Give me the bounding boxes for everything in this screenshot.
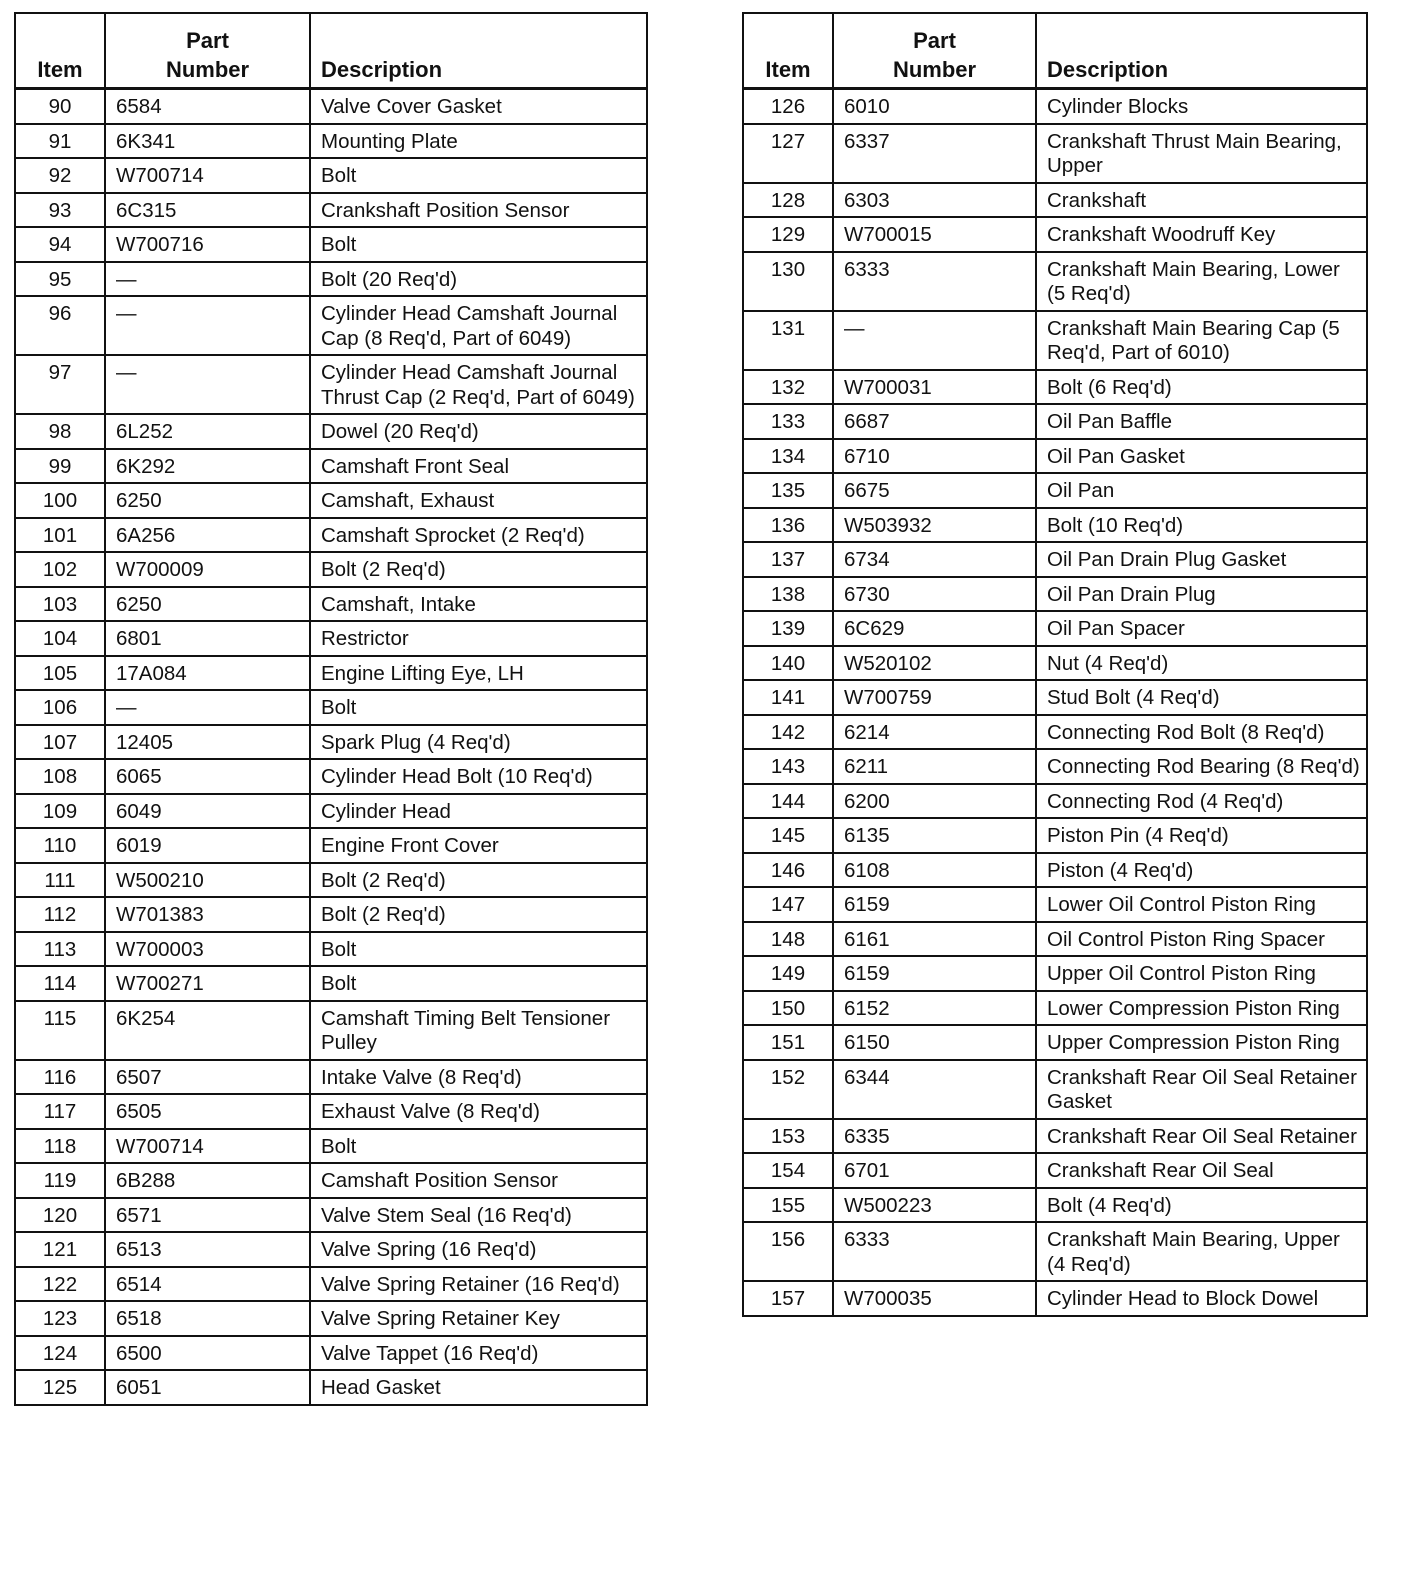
description-cell: Valve Spring Retainer (16 Req'd) xyxy=(310,1267,647,1302)
part-number-cell: — xyxy=(105,262,310,297)
description-cell: Bolt xyxy=(310,966,647,1001)
table-row xyxy=(15,124,647,159)
description-cell: Bolt (2 Req'd) xyxy=(310,863,647,898)
table-row xyxy=(743,252,1367,311)
description-cell: Bolt (10 Req'd) xyxy=(1036,508,1367,543)
description-cell: Intake Valve (8 Req'd) xyxy=(310,1060,647,1095)
item-cell: 96 xyxy=(15,296,105,355)
table-row xyxy=(743,818,1367,853)
item-cell: 98 xyxy=(15,414,105,449)
description-cell: Bolt xyxy=(310,227,647,262)
header-description: Description xyxy=(310,13,647,89)
table-row xyxy=(743,1188,1367,1223)
header-row xyxy=(743,13,1367,89)
table-row xyxy=(15,1370,647,1405)
table-row xyxy=(15,193,647,228)
item-cell: 90 xyxy=(15,89,105,124)
table-row xyxy=(15,656,647,691)
part-number-cell: 6801 xyxy=(105,621,310,656)
description-cell: Camshaft Front Seal xyxy=(310,449,647,484)
part-number-cell: 6161 xyxy=(833,922,1036,957)
part-number-cell: 6584 xyxy=(105,89,310,124)
description-cell: Piston (4 Req'd) xyxy=(1036,853,1367,888)
description-cell: Mounting Plate xyxy=(310,124,647,159)
table-row xyxy=(15,158,647,193)
description-cell: Camshaft Timing Belt Tensioner Pulley xyxy=(310,1001,647,1060)
part-number-cell: 6010 xyxy=(833,89,1036,124)
part-number-cell: 6K254 xyxy=(105,1001,310,1060)
description-cell: Piston Pin (4 Req'd) xyxy=(1036,818,1367,853)
part-number-cell: 6250 xyxy=(105,483,310,518)
part-number-cell: 6159 xyxy=(833,887,1036,922)
part-number-cell: W701383 xyxy=(105,897,310,932)
table-row xyxy=(15,1129,647,1164)
table-row xyxy=(743,1025,1367,1060)
description-cell: Connecting Rod (4 Req'd) xyxy=(1036,784,1367,819)
description-cell: Valve Cover Gasket xyxy=(310,89,647,124)
description-cell: Crankshaft xyxy=(1036,183,1367,218)
item-cell: 99 xyxy=(15,449,105,484)
header-part-line1: Part xyxy=(913,28,956,53)
table-row xyxy=(15,690,647,725)
part-number-cell: 6250 xyxy=(105,587,310,622)
part-number-cell: 6C629 xyxy=(833,611,1036,646)
item-cell: 122 xyxy=(15,1267,105,1302)
description-cell: Engine Front Cover xyxy=(310,828,647,863)
description-cell: Head Gasket xyxy=(310,1370,647,1405)
part-number-cell: W700003 xyxy=(105,932,310,967)
description-cell: Camshaft Position Sensor xyxy=(310,1163,647,1198)
part-number-cell: 6135 xyxy=(833,818,1036,853)
part-number-cell: W503932 xyxy=(833,508,1036,543)
table-row xyxy=(743,887,1367,922)
item-cell: 145 xyxy=(743,818,833,853)
table-row xyxy=(15,966,647,1001)
table-row xyxy=(15,1267,647,1302)
part-number-cell: 6152 xyxy=(833,991,1036,1026)
table-row xyxy=(743,749,1367,784)
item-cell: 113 xyxy=(15,932,105,967)
table-row xyxy=(15,449,647,484)
table-row xyxy=(15,1060,647,1095)
part-number-cell: 6C315 xyxy=(105,193,310,228)
table-row xyxy=(743,1281,1367,1316)
table-row xyxy=(743,1222,1367,1281)
item-cell: 112 xyxy=(15,897,105,932)
description-cell: Oil Pan Spacer xyxy=(1036,611,1367,646)
description-cell: Connecting Rod Bearing (8 Req'd) xyxy=(1036,749,1367,784)
description-cell: Bolt (20 Req'd) xyxy=(310,262,647,297)
item-cell: 103 xyxy=(15,587,105,622)
description-cell: Bolt (2 Req'd) xyxy=(310,552,647,587)
description-cell: Dowel (20 Req'd) xyxy=(310,414,647,449)
part-number-cell: 6333 xyxy=(833,1222,1036,1281)
part-number-cell: W700009 xyxy=(105,552,310,587)
table-row xyxy=(743,611,1367,646)
table-row xyxy=(15,587,647,622)
item-cell: 135 xyxy=(743,473,833,508)
item-cell: 139 xyxy=(743,611,833,646)
item-cell: 94 xyxy=(15,227,105,262)
header-item: Item xyxy=(15,13,105,89)
item-cell: 150 xyxy=(743,991,833,1026)
item-cell: 93 xyxy=(15,193,105,228)
description-cell: Bolt (6 Req'd) xyxy=(1036,370,1367,405)
description-cell: Oil Pan Baffle xyxy=(1036,404,1367,439)
part-number-cell: 6518 xyxy=(105,1301,310,1336)
table-row xyxy=(15,1301,647,1336)
description-cell: Valve Spring (16 Req'd) xyxy=(310,1232,647,1267)
table-row xyxy=(15,932,647,967)
table-row xyxy=(743,89,1367,124)
item-cell: 109 xyxy=(15,794,105,829)
table-row xyxy=(15,759,647,794)
part-number-cell: — xyxy=(833,311,1036,370)
part-number-cell: 6108 xyxy=(833,853,1036,888)
table-row xyxy=(743,1153,1367,1188)
table-row xyxy=(743,956,1367,991)
description-cell: Crankshaft Thrust Main Bearing, Upper xyxy=(1036,124,1367,183)
item-cell: 117 xyxy=(15,1094,105,1129)
part-number-cell: W700035 xyxy=(833,1281,1036,1316)
part-number-cell: W700759 xyxy=(833,680,1036,715)
part-number-cell: W700271 xyxy=(105,966,310,1001)
description-cell: Valve Tappet (16 Req'd) xyxy=(310,1336,647,1371)
part-number-cell: W700714 xyxy=(105,158,310,193)
item-cell: 142 xyxy=(743,715,833,750)
item-cell: 134 xyxy=(743,439,833,474)
part-number-cell: 6734 xyxy=(833,542,1036,577)
table-row xyxy=(15,1336,647,1371)
part-number-cell: 6505 xyxy=(105,1094,310,1129)
description-cell: Spark Plug (4 Req'd) xyxy=(310,725,647,760)
description-cell: Valve Spring Retainer Key xyxy=(310,1301,647,1336)
table-row xyxy=(743,508,1367,543)
part-number-cell: W500223 xyxy=(833,1188,1036,1223)
table-row xyxy=(15,1001,647,1060)
part-number-cell: 6159 xyxy=(833,956,1036,991)
table-row xyxy=(15,483,647,518)
table-body-left xyxy=(15,89,647,1405)
description-cell: Stud Bolt (4 Req'd) xyxy=(1036,680,1367,715)
item-cell: 146 xyxy=(743,853,833,888)
part-number-cell: 6A256 xyxy=(105,518,310,553)
item-cell: 108 xyxy=(15,759,105,794)
part-number-cell: 17A084 xyxy=(105,656,310,691)
item-cell: 157 xyxy=(743,1281,833,1316)
item-cell: 154 xyxy=(743,1153,833,1188)
description-cell: Crankshaft Rear Oil Seal Retainer xyxy=(1036,1119,1367,1154)
table-row xyxy=(743,715,1367,750)
description-cell: Cylinder Head to Block Dowel xyxy=(1036,1281,1367,1316)
description-cell: Crankshaft Main Bearing Cap (5 Req'd, Part of 6010) xyxy=(1036,311,1367,370)
table-row xyxy=(743,404,1367,439)
table-row xyxy=(15,794,647,829)
item-cell: 155 xyxy=(743,1188,833,1223)
header-part-number xyxy=(833,13,1036,89)
table-row xyxy=(743,991,1367,1026)
item-cell: 138 xyxy=(743,577,833,612)
description-cell: Crankshaft Rear Oil Seal xyxy=(1036,1153,1367,1188)
item-cell: 95 xyxy=(15,262,105,297)
item-cell: 152 xyxy=(743,1060,833,1119)
item-cell: 125 xyxy=(15,1370,105,1405)
part-number-cell: 6049 xyxy=(105,794,310,829)
description-cell: Restrictor xyxy=(310,621,647,656)
item-cell: 128 xyxy=(743,183,833,218)
description-cell: Bolt xyxy=(310,690,647,725)
part-number-cell: W700714 xyxy=(105,1129,310,1164)
part-number-cell: 6K292 xyxy=(105,449,310,484)
parts-table-right xyxy=(742,12,1368,1317)
item-cell: 129 xyxy=(743,217,833,252)
description-cell: Bolt xyxy=(310,1129,647,1164)
table-row xyxy=(743,542,1367,577)
part-number-cell: 6513 xyxy=(105,1232,310,1267)
table-row xyxy=(15,227,647,262)
item-cell: 132 xyxy=(743,370,833,405)
description-cell: Exhaust Valve (8 Req'd) xyxy=(310,1094,647,1129)
description-cell: Upper Oil Control Piston Ring xyxy=(1036,956,1367,991)
description-cell: Oil Pan Drain Plug Gasket xyxy=(1036,542,1367,577)
item-cell: 91 xyxy=(15,124,105,159)
header-part-line2: Number xyxy=(892,57,977,82)
item-cell: 136 xyxy=(743,508,833,543)
part-number-cell: W700015 xyxy=(833,217,1036,252)
table-row xyxy=(743,183,1367,218)
table-row xyxy=(15,355,647,414)
item-cell: 115 xyxy=(15,1001,105,1060)
part-number-cell: 6500 xyxy=(105,1336,310,1371)
item-cell: 92 xyxy=(15,158,105,193)
table-row xyxy=(743,311,1367,370)
table-row xyxy=(743,922,1367,957)
item-cell: 153 xyxy=(743,1119,833,1154)
description-cell: Camshaft, Exhaust xyxy=(310,483,647,518)
part-number-cell: 6214 xyxy=(833,715,1036,750)
part-number-cell: 6150 xyxy=(833,1025,1036,1060)
item-cell: 124 xyxy=(15,1336,105,1371)
table-row xyxy=(743,1060,1367,1119)
part-number-cell: W520102 xyxy=(833,646,1036,681)
part-number-cell: 6337 xyxy=(833,124,1036,183)
part-number-cell: 6051 xyxy=(105,1370,310,1405)
table-row xyxy=(743,853,1367,888)
description-cell: Lower Compression Piston Ring xyxy=(1036,991,1367,1026)
description-cell: Oil Pan Drain Plug xyxy=(1036,577,1367,612)
description-cell: Cylinder Head Camshaft Journal Thrust Cap (2 Req'd, Part of 6049) xyxy=(310,355,647,414)
table-row xyxy=(743,124,1367,183)
table-body-right xyxy=(743,89,1367,1316)
part-number-cell: — xyxy=(105,355,310,414)
part-number-cell: W700031 xyxy=(833,370,1036,405)
table-row xyxy=(15,897,647,932)
item-cell: 106 xyxy=(15,690,105,725)
table-row xyxy=(743,784,1367,819)
item-cell: 116 xyxy=(15,1060,105,1095)
part-number-cell: 6200 xyxy=(833,784,1036,819)
table-row xyxy=(15,296,647,355)
description-cell: Bolt (4 Req'd) xyxy=(1036,1188,1367,1223)
part-number-cell: 12405 xyxy=(105,725,310,760)
description-cell: Lower Oil Control Piston Ring xyxy=(1036,887,1367,922)
parts-table-left xyxy=(14,12,648,1406)
description-cell: Camshaft, Intake xyxy=(310,587,647,622)
part-number-cell: W500210 xyxy=(105,863,310,898)
table-row xyxy=(15,828,647,863)
table-row xyxy=(15,262,647,297)
table-row xyxy=(15,725,647,760)
item-cell: 104 xyxy=(15,621,105,656)
item-cell: 114 xyxy=(15,966,105,1001)
part-number-cell: — xyxy=(105,690,310,725)
item-cell: 118 xyxy=(15,1129,105,1164)
part-number-cell: 6730 xyxy=(833,577,1036,612)
description-cell: Cylinder Blocks xyxy=(1036,89,1367,124)
part-number-cell: 6344 xyxy=(833,1060,1036,1119)
description-cell: Crankshaft Position Sensor xyxy=(310,193,647,228)
part-number-cell: 6K341 xyxy=(105,124,310,159)
description-cell: Connecting Rod Bolt (8 Req'd) xyxy=(1036,715,1367,750)
item-cell: 100 xyxy=(15,483,105,518)
header-part-line2: Number xyxy=(165,57,250,82)
item-cell: 133 xyxy=(743,404,833,439)
item-cell: 151 xyxy=(743,1025,833,1060)
table-row xyxy=(15,1232,647,1267)
item-cell: 105 xyxy=(15,656,105,691)
header-part-line1: Part xyxy=(186,28,229,53)
header-description: Description xyxy=(1036,13,1367,89)
description-cell: Crankshaft Rear Oil Seal Retainer Gasket xyxy=(1036,1060,1367,1119)
part-number-cell: 6065 xyxy=(105,759,310,794)
table-row xyxy=(15,1163,647,1198)
item-cell: 140 xyxy=(743,646,833,681)
table-row xyxy=(743,217,1367,252)
item-cell: 130 xyxy=(743,252,833,311)
description-cell: Crankshaft Main Bearing, Lower (5 Req'd) xyxy=(1036,252,1367,311)
item-cell: 121 xyxy=(15,1232,105,1267)
item-cell: 111 xyxy=(15,863,105,898)
description-cell: Bolt xyxy=(310,932,647,967)
header-item: Item xyxy=(743,13,833,89)
item-cell: 101 xyxy=(15,518,105,553)
item-cell: 123 xyxy=(15,1301,105,1336)
item-cell: 126 xyxy=(743,89,833,124)
item-cell: 144 xyxy=(743,784,833,819)
table-row xyxy=(15,621,647,656)
description-cell: Engine Lifting Eye, LH xyxy=(310,656,647,691)
description-cell: Cylinder Head xyxy=(310,794,647,829)
item-cell: 119 xyxy=(15,1163,105,1198)
item-cell: 127 xyxy=(743,124,833,183)
item-cell: 97 xyxy=(15,355,105,414)
part-number-cell: — xyxy=(105,296,310,355)
part-number-cell: 6514 xyxy=(105,1267,310,1302)
part-number-cell: 6303 xyxy=(833,183,1036,218)
table-row xyxy=(15,863,647,898)
part-number-cell: 6211 xyxy=(833,749,1036,784)
description-cell: Camshaft Sprocket (2 Req'd) xyxy=(310,518,647,553)
part-number-cell: 6019 xyxy=(105,828,310,863)
table-row xyxy=(743,680,1367,715)
table-row xyxy=(15,1198,647,1233)
table-row xyxy=(15,518,647,553)
header-part-number xyxy=(105,13,310,89)
part-number-cell: 6335 xyxy=(833,1119,1036,1154)
table-row xyxy=(15,89,647,124)
part-number-cell: 6L252 xyxy=(105,414,310,449)
part-number-cell: W700716 xyxy=(105,227,310,262)
part-number-cell: 6333 xyxy=(833,252,1036,311)
part-number-cell: 6687 xyxy=(833,404,1036,439)
item-cell: 143 xyxy=(743,749,833,784)
description-cell: Bolt (2 Req'd) xyxy=(310,897,647,932)
table-row xyxy=(743,646,1367,681)
description-cell: Bolt xyxy=(310,158,647,193)
table-row xyxy=(15,552,647,587)
description-cell: Crankshaft Main Bearing, Upper (4 Req'd) xyxy=(1036,1222,1367,1281)
item-cell: 147 xyxy=(743,887,833,922)
description-cell: Oil Control Piston Ring Spacer xyxy=(1036,922,1367,957)
part-number-cell: 6701 xyxy=(833,1153,1036,1188)
table-row xyxy=(743,370,1367,405)
part-number-cell: 6B288 xyxy=(105,1163,310,1198)
table-row xyxy=(743,1119,1367,1154)
part-number-cell: 6507 xyxy=(105,1060,310,1095)
item-cell: 131 xyxy=(743,311,833,370)
description-cell: Cylinder Head Bolt (10 Req'd) xyxy=(310,759,647,794)
part-number-cell: 6675 xyxy=(833,473,1036,508)
part-number-cell: 6571 xyxy=(105,1198,310,1233)
description-cell: Oil Pan xyxy=(1036,473,1367,508)
header-row xyxy=(15,13,647,89)
description-cell: Nut (4 Req'd) xyxy=(1036,646,1367,681)
table-row xyxy=(15,414,647,449)
description-cell: Cylinder Head Camshaft Journal Cap (8 Req'd, Part of 6049) xyxy=(310,296,647,355)
table-row xyxy=(743,439,1367,474)
item-cell: 137 xyxy=(743,542,833,577)
table-row xyxy=(15,1094,647,1129)
item-cell: 149 xyxy=(743,956,833,991)
item-cell: 120 xyxy=(15,1198,105,1233)
part-number-cell: 6710 xyxy=(833,439,1036,474)
table-row xyxy=(743,473,1367,508)
item-cell: 141 xyxy=(743,680,833,715)
description-cell: Oil Pan Gasket xyxy=(1036,439,1367,474)
description-cell: Crankshaft Woodruff Key xyxy=(1036,217,1367,252)
table-row xyxy=(743,577,1367,612)
description-cell: Upper Compression Piston Ring xyxy=(1036,1025,1367,1060)
item-cell: 148 xyxy=(743,922,833,957)
description-cell: Valve Stem Seal (16 Req'd) xyxy=(310,1198,647,1233)
item-cell: 102 xyxy=(15,552,105,587)
item-cell: 156 xyxy=(743,1222,833,1281)
item-cell: 110 xyxy=(15,828,105,863)
item-cell: 107 xyxy=(15,725,105,760)
